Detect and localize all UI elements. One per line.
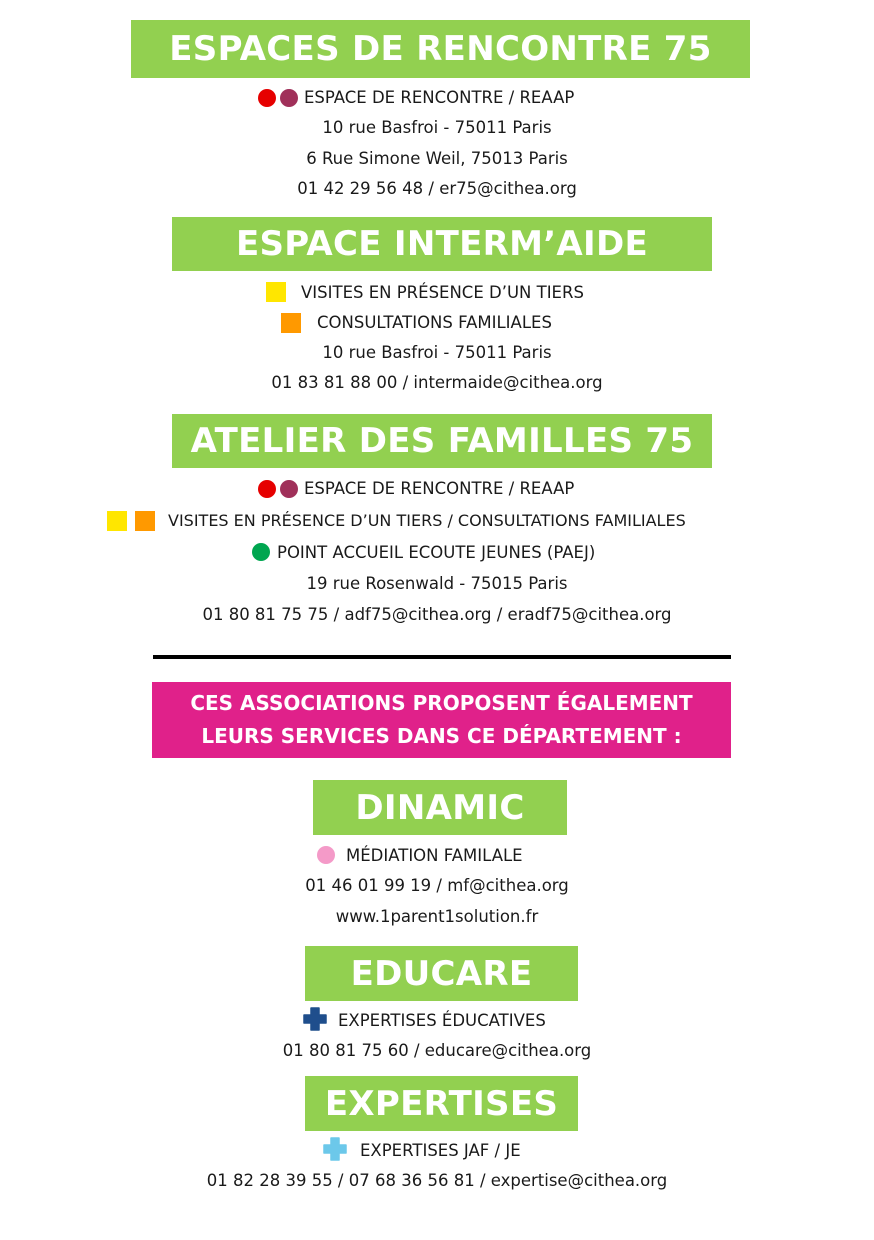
purple-dot-icon [280,480,298,498]
atelier-service-2: VISITES EN PRÉSENCE D’UN TIERS / CONSULTATIONS FAMILIALES [168,511,686,530]
green-dot-icon [252,543,270,561]
espaces-title: ESPACES DE RENCONTRE 75 [169,29,712,69]
espaces-address-2: 6 Rue Simone Weil, 75013 Paris [306,149,568,168]
intermaide-banner [172,217,712,271]
educare-title: EDUCARE [350,953,533,994]
expertises-contact: 01 82 28 39 55 / 07 68 36 56 81 / expertise@cithea.org [206,1171,668,1190]
expertises-title: EXPERTISES [324,1083,559,1124]
atelier-service-3: POINT ACCUEIL ECOUTE JEUNES (PAEJ) [277,543,596,562]
dinamic-website[interactable]: www.1parent1solution.fr [335,907,539,926]
intermaide-service-1: VISITES EN PRÉSENCE D’UN TIERS [301,283,584,302]
red-dot-icon [258,89,276,107]
intermaide-service-2: CONSULTATIONS FAMILIALES [317,313,552,332]
notice-line-2: LEURS SERVICES DANS CE DÉPARTEMENT : [201,724,682,748]
espaces-contact: 01 42 29 56 48 / er75@cithea.org [297,179,577,198]
notice-banner [152,682,731,758]
dinamic-banner [313,780,567,835]
dinamic-title: DINAMIC [355,787,525,828]
atelier-service-1: ESPACE DE RENCONTRE / REAAP [304,479,575,498]
intermaide-contact: 01 83 81 88 00 / intermaide@cithea.org [271,373,603,392]
dinamic-service: MÉDIATION FAMILALE [346,846,523,865]
orange-square-icon [135,511,155,531]
atelier-title: ATELIER DES FAMILLES 75 [190,421,694,461]
educare-banner [305,946,578,1001]
espaces-service: ESPACE DE RENCONTRE / REAAP [304,88,575,107]
orange-square-icon [281,313,301,333]
pink-dot-icon [317,846,335,864]
section-divider [153,655,731,659]
expertises-service: EXPERTISES JAF / JE [360,1141,521,1160]
dinamic-contact: 01 46 01 99 19 / mf@cithea.org [305,876,569,895]
educare-contact: 01 80 81 75 60 / educare@cithea.org [282,1041,592,1060]
red-dot-icon [258,480,276,498]
atelier-banner [172,414,712,468]
intermaide-address: 10 rue Basfroi - 75011 Paris [322,343,552,362]
yellow-square-icon [266,282,286,302]
yellow-square-icon [107,511,127,531]
notice-line-1: CES ASSOCIATIONS PROPOSENT ÉGALEMENT [190,691,693,715]
espaces-address-1: 10 rue Basfroi - 75011 Paris [322,118,552,137]
intermaide-title: ESPACE INTERM’AIDE [235,224,649,264]
purple-dot-icon [280,89,298,107]
atelier-address: 19 rue Rosenwald - 75015 Paris [306,574,568,593]
expertises-banner [305,1076,578,1131]
atelier-contact: 01 80 81 75 75 / adf75@cithea.org / eradf75@cithea.org [202,605,672,624]
espaces-banner [131,20,750,78]
educare-service: EXPERTISES ÉDUCATIVES [338,1011,546,1030]
light-blue-cross-icon [323,1137,347,1161]
dark-blue-cross-icon [303,1007,327,1031]
